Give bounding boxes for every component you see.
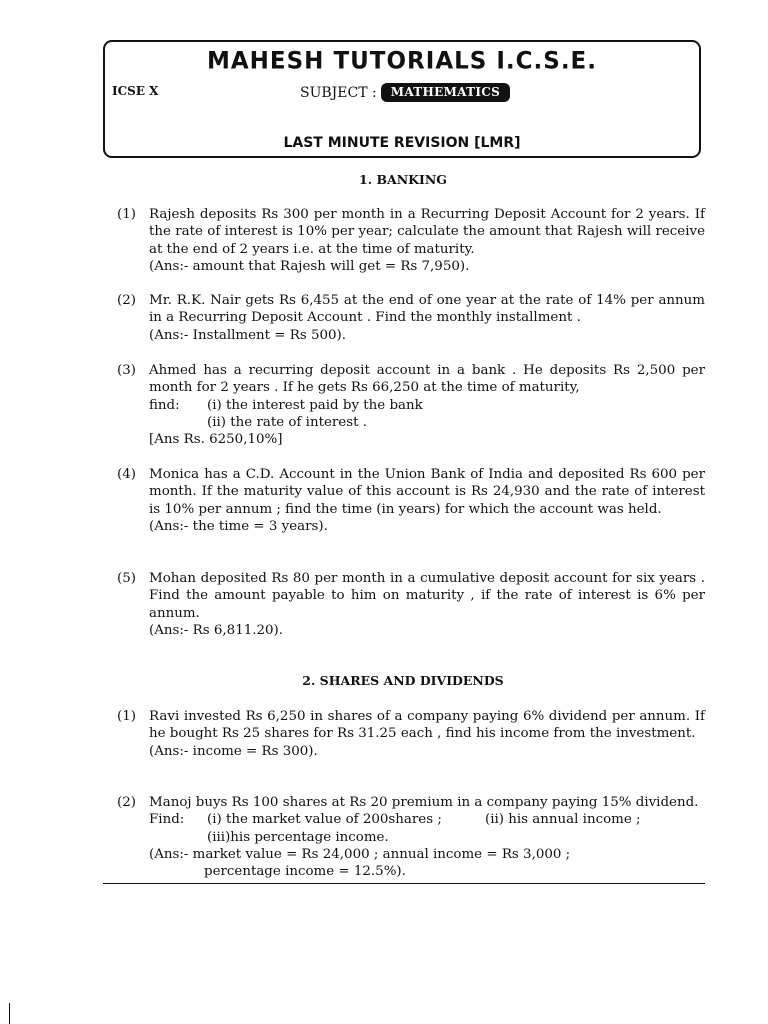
question-answer-continued: percentage income = 12.5%). [204,864,406,880]
question-answer: [Ans Rs. 6250,10%] [149,432,283,448]
question-answer: (Ans:- the time = 3 years). [149,518,328,534]
question-number: (2) [117,293,136,308]
question-shares-1 [117,708,705,760]
brand-title: MAHESH TUTORIALS I.C.S.E. [206,47,598,75]
question-text: Mohan deposited Rs 80 per month in a cumulative deposit account for six years . Find the amount payable to him on maturity , if the rate of interest is 6% per annum. [149,571,705,621]
question-text: Manoj buys Rs 100 shares at Rs 20 premium in a company paying 15% dividend. [149,795,699,810]
question-answer: (Ans:- amount that Rajesh will get = Rs 7,950). [149,258,470,274]
question-text: Ahmed has a recurring deposit account in a bank . He deposits Rs 2,500 per month for 2 years . If he gets Rs 66,250 at the time of maturity, [149,363,705,396]
question-text: Mr. R.K. Nair gets Rs 6,455 at the end of one year at the rate of 14% per annum in a Recurring Deposit Account . Find the monthly installment . [149,293,705,326]
page-edge-mark [9,1003,10,1024]
class-label: ICSE X [112,84,159,98]
question-answer: (Ans:- Installment = Rs 500). [149,327,347,343]
question-shares-2 [117,794,705,880]
question-number: (1) [117,207,136,222]
question-banking-1 [117,206,705,275]
question-part: (iii)his percentage income. [207,829,389,845]
find-label: find: [149,397,180,413]
question-text: Ravi invested Rs 6,250 in shares of a company paying 6% dividend per annum. If he bought Rs 25 shares for Rs 31.25 each , find his income from the investment. [149,709,705,742]
question-answer: (Ans:- Rs 6,811.20). [149,622,284,638]
question-part: (ii) the rate of interest . [207,414,367,430]
question-answer: (Ans:- market value = Rs 24,000 ; annual income = Rs 3,000 ; [149,846,571,862]
question-banking-2 [117,292,705,344]
question-text: Monica has a C.D. Account in the Union Bank of India and deposited Rs 600 per month. If the maturity value of this account is Rs 24,930 and the rate of interest is 10% per annum ; find the time (in years) for which the account was held. [149,467,705,517]
question-number: (2) [117,795,136,810]
question-number: (3) [117,363,136,378]
find-label: Find: [149,812,185,828]
question-number: (4) [117,467,136,482]
revision-title: LAST MINUTE REVISION [LMR] [283,135,521,151]
subject-badge: MATHEMATICS [381,83,510,102]
question-part: (ii) his annual income ; [485,812,641,828]
question-banking-3 [117,362,705,448]
question-banking-5 [117,570,705,639]
subject-label: SUBJECT : [300,84,377,101]
question-part: (i) the market value of 200shares ; [207,812,442,828]
bottom-rule [103,883,705,884]
question-number: (1) [117,709,136,724]
section-heading-banking: 1. BANKING [359,172,447,187]
question-banking-4 [117,466,705,535]
question-part: (i) the interest paid by the bank [207,397,423,413]
header-box [103,40,701,158]
section-heading-shares: 2. SHARES AND DIVIDENDS [302,673,504,688]
subject-row [300,83,510,102]
question-text: Rajesh deposits Rs 300 per month in a Recurring Deposit Account for 2 years. If the rate of interest is 10% per year; calculate the amount that Rajesh will receive at the end of 2 years i.e. at the time of maturity. [149,207,705,257]
question-answer: (Ans:- income = Rs 300). [149,743,318,759]
question-number: (5) [117,571,136,586]
